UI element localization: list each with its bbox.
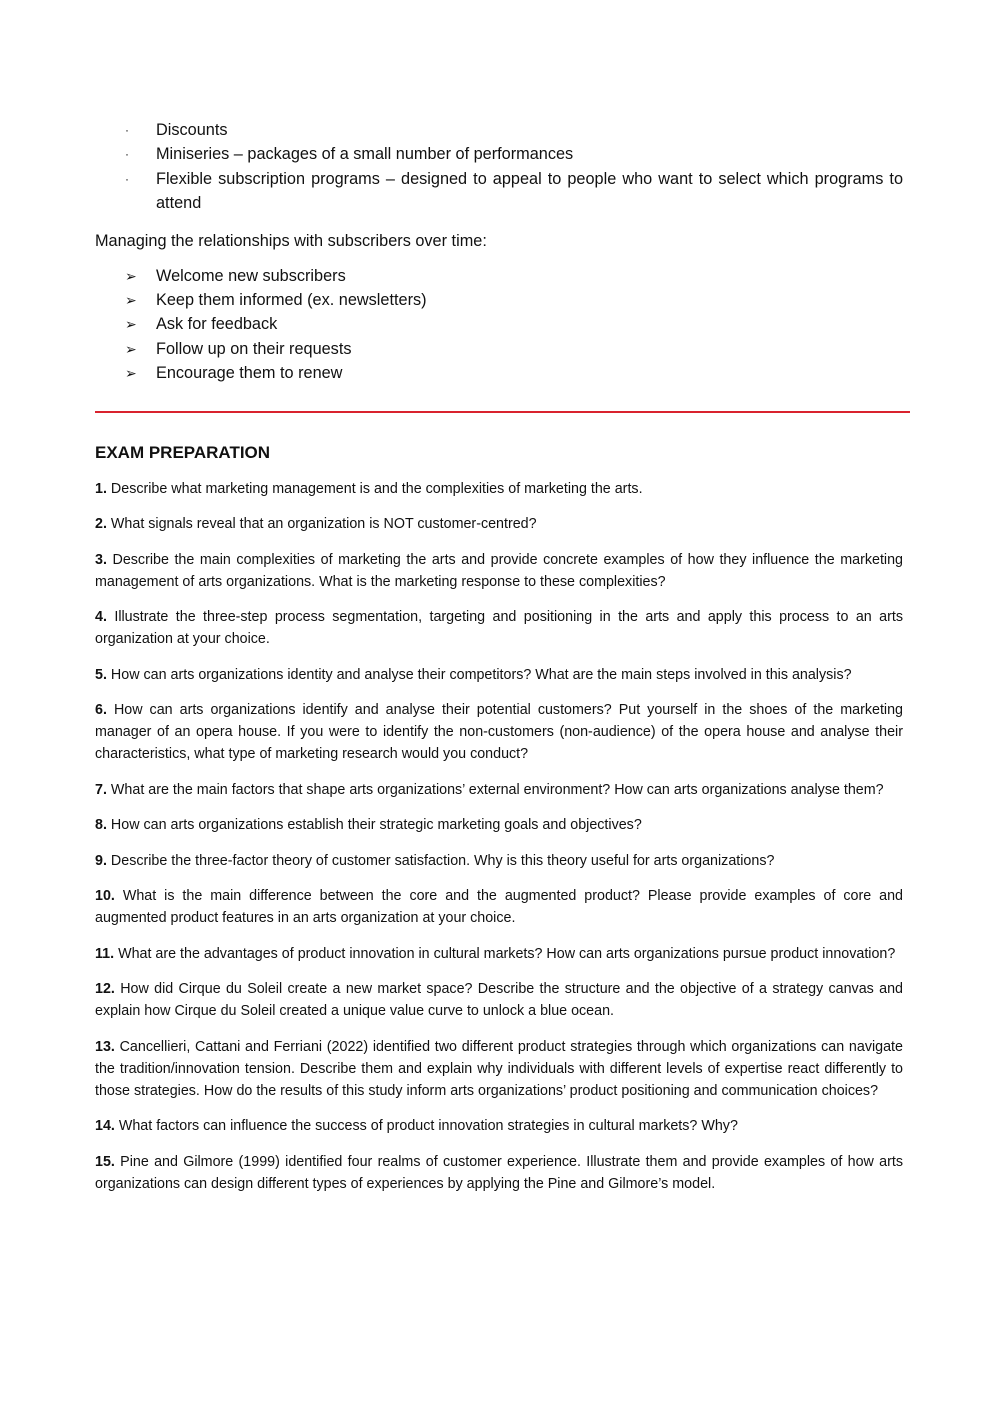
exam-question <box>95 978 903 1022</box>
list-item-text: Flexible subscription programs – designed to appeal to people who want to select which programs to attend <box>156 169 903 213</box>
question-text: What are the advantages of product innovation in cultural markets? How can arts organizations pursue product innovation? <box>118 945 896 962</box>
question-number: 6. <box>95 702 107 719</box>
exam-question <box>95 1115 903 1137</box>
arrow-bullet-icon: ➢ <box>125 340 137 357</box>
list-item-text: Miniseries – packages of a small number of performances <box>156 145 574 164</box>
question-number: 9. <box>95 852 107 869</box>
list-item <box>95 167 903 216</box>
list-item <box>95 361 903 385</box>
exam-question-list <box>95 478 903 1195</box>
question-text: What is the main difference between the core and the augmented product? Please provide examples of core and augmented product features in an arts organization at your choice. <box>95 888 903 927</box>
list-item <box>95 288 903 312</box>
list-item <box>95 264 903 288</box>
question-number: 5. <box>95 666 107 683</box>
question-text: How can arts organizations establish their strategic marketing goals and objectives? <box>110 817 642 834</box>
list-item-text: Discounts <box>156 121 228 139</box>
bullet-dot-icon: · <box>125 147 129 162</box>
question-text: Cancellieri, Cattani and Ferriani (2022) identified two different product strategies through which organizations can navigate the tradition/innovation tension. Describe them and explain why individuals with different levels of expertise react differently to those strategies. How do the results of this study inform arts organizations’ product positioning and communication choices? <box>95 1038 903 1099</box>
arrow-bullet-icon: ➢ <box>125 316 137 333</box>
exam-question <box>95 1036 903 1102</box>
exam-question <box>95 478 903 500</box>
exam-question <box>95 814 903 836</box>
list-item <box>95 118 903 142</box>
arrow-bullet-icon: ➢ <box>125 267 137 284</box>
list-item <box>95 312 903 336</box>
question-text: How can arts organizations identify and analyse their potential customers? Put yourself in the shoes of the marketing manager of an opera house. If you were to identify the non-customers (non-audience) of the opera house and analyse their characteristics, what type of marketing research would you conduct? <box>95 702 903 763</box>
question-number: 13. <box>95 1038 115 1055</box>
question-number: 8. <box>95 817 107 834</box>
question-text: Describe what marketing management is and the complexities of marketing the arts. <box>110 480 643 497</box>
question-text: Illustrate the three-step process segmentation, targeting and positioning in the arts and apply this process to an arts organization at your choice. <box>95 609 903 648</box>
exam-question <box>95 699 903 765</box>
document-page <box>95 118 903 1208</box>
exam-question <box>95 549 903 593</box>
question-number: 11. <box>95 945 115 962</box>
question-number: 15. <box>95 1153 115 1170</box>
question-text: How can arts organizations identity and analyse their competitors? What are the main steps involved in this analysis? <box>110 666 852 683</box>
exam-question <box>95 885 903 929</box>
question-text: Describe the three-factor theory of customer satisfaction. Why is this theory useful for arts organizations? <box>110 852 775 869</box>
list-item-text: Encourage them to renew <box>156 364 343 383</box>
list-item <box>95 142 903 166</box>
exam-question <box>95 1151 903 1195</box>
list-item-text: Welcome new subscribers <box>156 266 346 285</box>
question-text: Pine and Gilmore (1999) identified four realms of customer experience. Illustrate them and provide examples of how arts organizations can design different types of experiences by applying the Pine and Gilmore’s model. <box>95 1153 903 1192</box>
exam-question <box>95 513 903 535</box>
question-number: 12. <box>95 981 115 998</box>
list-item-text: Ask for feedback <box>156 315 278 334</box>
question-number: 10. <box>95 888 115 905</box>
question-number: 2. <box>95 516 107 533</box>
question-text: Describe the main complexities of marketing the arts and provide concrete examples of how they influence the marketing management of arts organizations. What is the marketing response to these complexities? <box>95 551 903 590</box>
list-item <box>95 337 903 361</box>
question-number: 4. <box>95 609 107 626</box>
question-text: How did Cirque du Soleil create a new market space? Describe the structure and the objective of a strategy canvas and explain how Cirque du Soleil created a unique value curve to unlock a blue ocean. <box>95 981 903 1020</box>
list-item-text: Follow up on their requests <box>156 339 352 358</box>
question-number: 3. <box>95 551 107 568</box>
exam-question <box>95 664 903 686</box>
arrow-bullet-icon: ➢ <box>125 292 137 309</box>
question-text: What factors can influence the success of product innovation strategies in cultural markets? Why? <box>118 1118 738 1135</box>
exam-question <box>95 606 903 650</box>
question-number: 1. <box>95 480 107 497</box>
exam-question <box>95 943 903 965</box>
subscribers-intro: Managing the relationships with subscribers over time: <box>95 231 487 250</box>
subscriber-steps-list <box>95 264 903 386</box>
list-item-text: Keep them informed (ex. newsletters) <box>156 291 427 310</box>
question-text: What signals reveal that an organization is NOT customer-centred? <box>110 516 537 533</box>
question-text: What are the main factors that shape arts organizations’ external environment? How can arts organizations analyse them? <box>110 781 884 798</box>
question-number: 7. <box>95 781 107 798</box>
arrow-bullet-icon: ➢ <box>125 365 137 382</box>
benefits-bullet-list <box>95 118 903 216</box>
section-title: EXAM PREPARATION <box>95 442 271 462</box>
section-divider <box>95 411 910 413</box>
exam-question <box>95 779 903 801</box>
exam-question <box>95 850 903 872</box>
question-number: 14. <box>95 1118 115 1135</box>
bullet-dot-icon: · <box>125 123 129 137</box>
bullet-dot-icon: · <box>125 171 129 186</box>
